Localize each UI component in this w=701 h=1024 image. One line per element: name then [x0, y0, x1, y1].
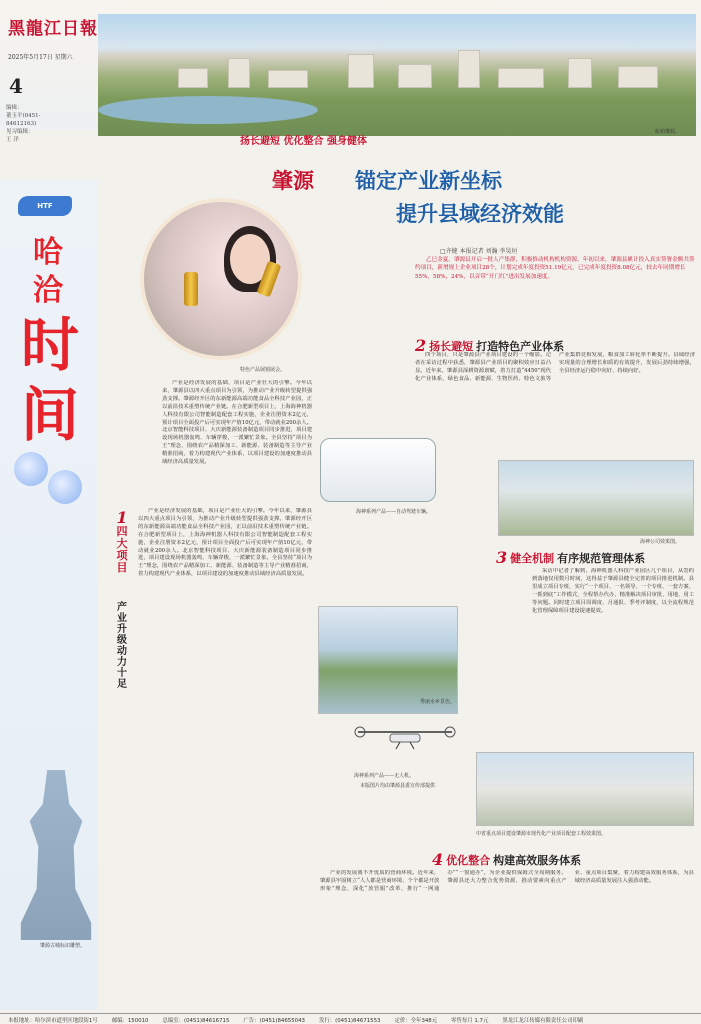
product-fair-photo — [140, 198, 302, 360]
section-1-text-cont: 产业是经济发展的基础，项目是产业壮大的引擎。今年以来，肇源县以四大重点项目为引领，为推动产业升级转型提供强劲支撑。肇源经开区的东新能源高端功能食品全科技产业园，正以前沿技术重塑传统产业链。在合肥新型项目上，上海海神机器人科技有限公司智能制造配套工程实施，企业注册资本2亿元，预计项目全面投产后可实现年产值10亿元，带动就业200余人。北京智能科技项目、大庆新能源装备制造项目同步推进，项目建设现场机器轰鸣、车辆穿梭，一派繁忙景象。全县坚持“项目为王”理念，围绕农产品精深加工、新能源、装备制造等主导产业精准招商，着力构建现代产业体系，以项目建设的加速度推动县域经济高质量发展。 — [138, 508, 312, 578]
section-1-title: 产业升级动力十足 — [117, 602, 127, 690]
drone-icon — [350, 724, 460, 750]
mascot-icon — [48, 470, 82, 504]
factory-caption: 中省重点项目建设肇源市现代化产业项目配套工程效果图。 — [476, 831, 607, 837]
section-1-text: 产业是经济发展的基础，项目是产业壮大的引擎。今年以来，肇源县以四大重点项目为引领，为推动产业升级转型提供强劲支撑。肇源经开区的东新能源高端功能食品全科技产业园，正以前沿技术重塑传统产业链。在合肥新型项目上，上海海神机器人科技有限公司智能制造配套工程实施，企业注册资本2亿元，预计项目全面投产后可实现年产值10亿元，带动就业200余人。北京智能科技项目、大庆新能源装备制造项目同步推进，项目建设现场机器轰鸣、车辆穿梭，一派繁忙景象。全县坚持“项目为王”理念，围绕农产品精深加工、新能源、装备制造等主导产业精准招商，着力构建现代产业体系，以项目建设的加速度推动县域经济高质量发展。 — [162, 380, 312, 466]
headline-line1: 锚定产业新坐标 — [355, 168, 502, 193]
lead-paragraph: 乙巳金夏，肇源县开启一批人产集群，积极推动机构机构资源。年初以来，肇源县累计投入真实签署金额共签约项目，新增规上企业项目28个，计划完成年度投资51.19亿元，已完成年度投资8.08亿元，较去年同期增长55%，58%，24%，以音带“开门红”进出发展加速度。 — [415, 257, 695, 280]
column-logo: HTF — [18, 196, 72, 216]
factory-photo — [476, 752, 694, 826]
top-photo-caption: 航拍肇源。 — [655, 129, 681, 135]
byline: □齐健 本报记者 刘瀚 李昊垣 — [440, 248, 518, 255]
column-title-top: 哈洽 — [33, 235, 63, 308]
section-4-text: 产业的发展离不开优质的营商环境。近年来，肇源县牢固树立“人人都是营商环境、个个都是开放形象”理念，深化“放管服”改革，推行“一网通办”“一窗通办”，为企业提供保姆式全周期服务。肇源县还大力整合优势资源，推动要素向重点产业、重点项目集聚，着力构建高效服务体系，为县域经济高质量发展注入强劲动能。 — [320, 870, 694, 892]
company-park-photo — [498, 460, 694, 536]
headline-line2: 提升县域经济效能 — [396, 201, 564, 226]
park-caption: 海神公司效果图。 — [640, 539, 681, 545]
product-fair-caption: 特色产品展销展会。 — [240, 367, 286, 373]
section-1-tag: 1 四大项目 — [116, 508, 128, 574]
aerial-photo — [98, 14, 696, 136]
section-2-text: 四个项目，只是肇源县产业项目建设的一个缩影。记者在采访过程中获悉，肇源县产业项目的聚积效应日益凸显。近年来，肇源县深耕资源禀赋，着力打造“4450”现代化产业体系，绿色食品、新能源、生物医药、特色文旅等产业集群竞相发展，粮食加工转化率不断提升。县域经济实现量的合理增长和质的有效提升，发展后劲持续增强，全县经济运行稳中向好、持续向好。 — [415, 352, 695, 382]
wetland-caption: 秀丽水乡景色。 — [420, 699, 456, 705]
editor-info: 编辑： 董玉平(0451-84612163) 见习编辑： 王 洋 — [6, 105, 41, 143]
statue-caption: 肇源古城标识雕塑。 — [40, 943, 86, 949]
drone-caption: 海神系列产品——无人机。 — [354, 773, 415, 779]
issue-date: 2025年5月17日 星期六 — [8, 54, 73, 61]
page-number: 4 — [9, 74, 23, 98]
mascot-icon — [14, 452, 48, 486]
headline-place: 肇源 — [272, 168, 314, 193]
paper-logo: 黑龍江日報 — [8, 19, 98, 39]
slogan: 扬长避短 优化整合 强身健体 — [240, 136, 367, 147]
footer: 本报地址：哈尔滨市道里区地段街1号 邮编：150010 总编室：(0451)84616715 广告：(0451)84655043 发行：(0451)84671553 定价：全年348元 零售每月 1.7元 黑龙江龙江传媒有限责任公司印刷 — [0, 1013, 701, 1024]
section-4-heading: 4 优化整合 构建高效服务体系 — [432, 850, 582, 869]
column-title-bottom: 时间 — [20, 311, 79, 449]
van-caption: 海神系列产品——自动驾驶车辆。 — [356, 509, 432, 515]
drone-note: 本版图片均由肇源县委宣传部提供 — [360, 783, 436, 789]
section-3-text: 采访中记者了解到，海神机器人科技产业园区几个项目，从签约到落地仅用数月时间，这得益于肇源县健全完善的项目推进机制。县里成立项目专班，实行“一个项目、一名领导、一个专班、一套方案、一抓到底”工作模式，全程帮办代办，精准解决项目审批、用地、用工等问题。同时建立项目周调度、月通报、季考评制度，以全流程规范化管理保障项目建设提速提效。 — [532, 568, 694, 614]
section-3-heading: 3 健全机制 有序规范管理体系 — [496, 548, 646, 567]
section-2-heading: 2 扬长避短 打造特色产业体系 — [415, 336, 565, 355]
